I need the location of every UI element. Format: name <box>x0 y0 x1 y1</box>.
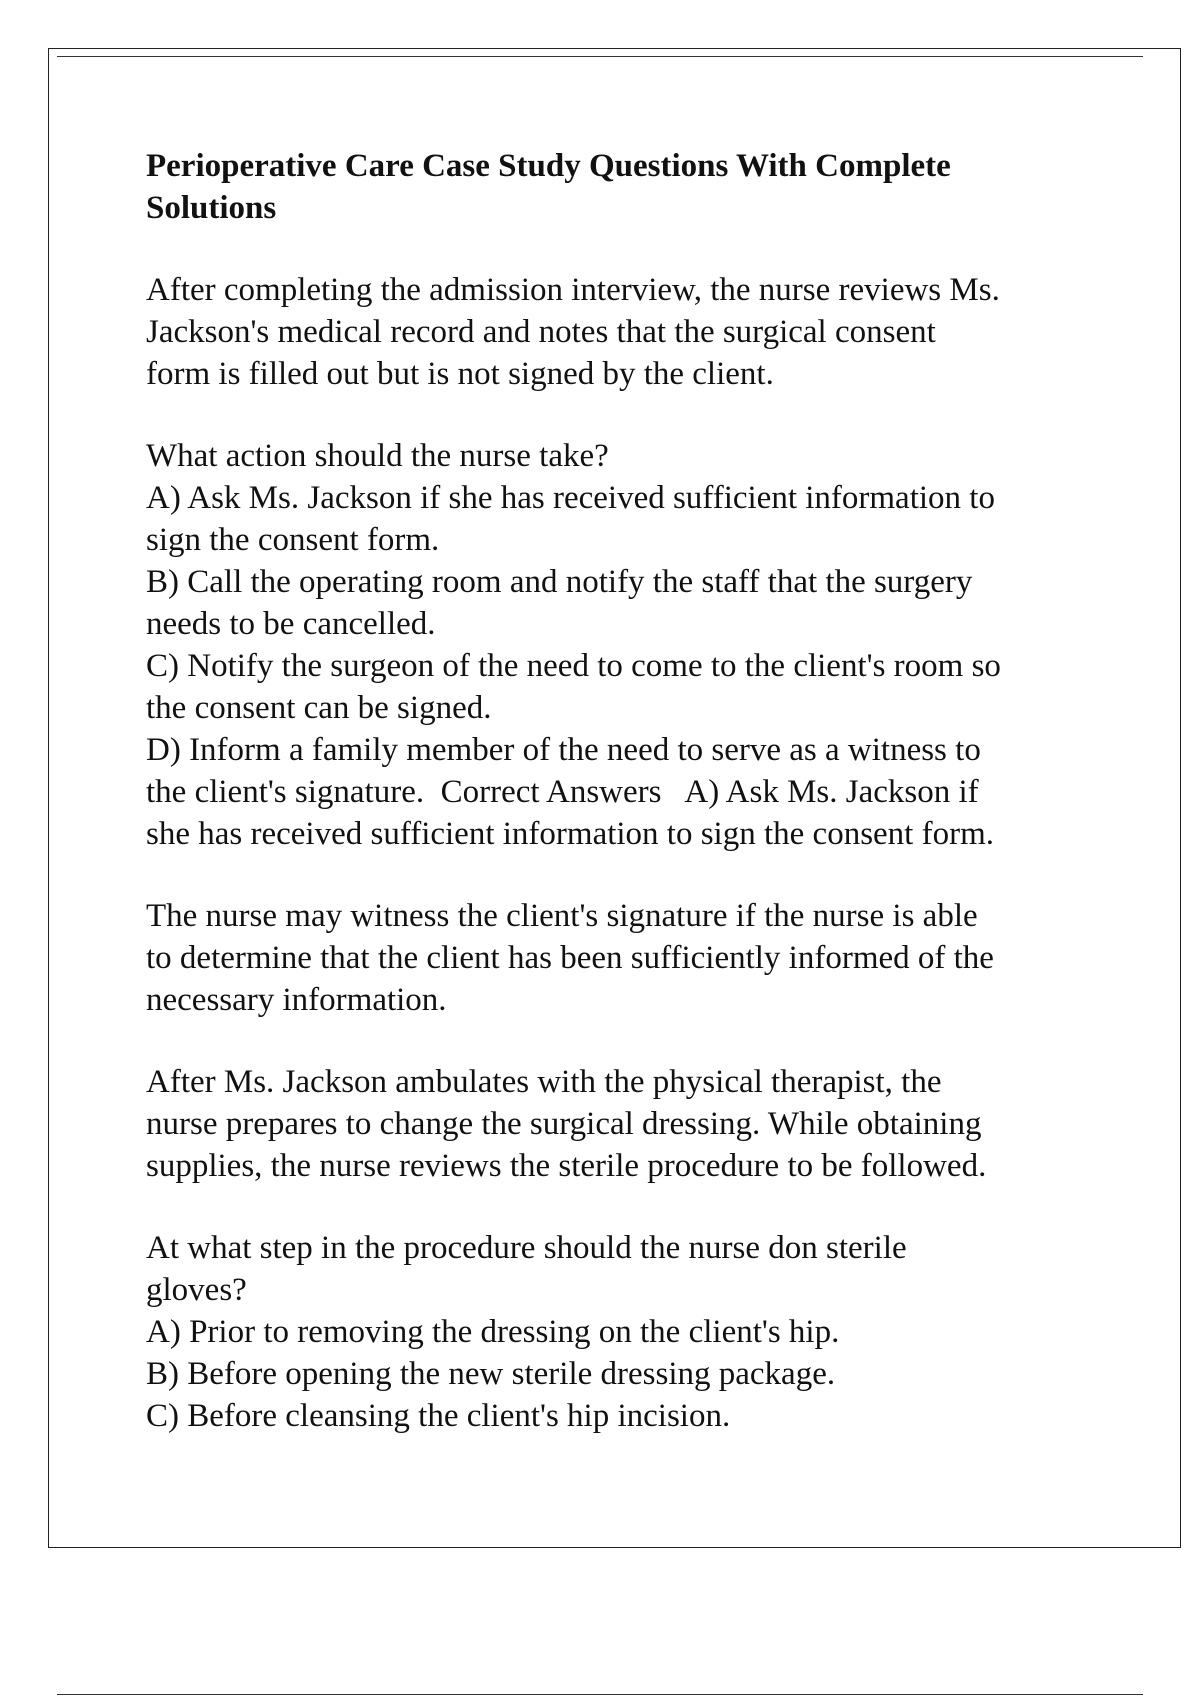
text-line: supplies, the nurse reviews the sterile procedure to be followed. <box>146 1148 987 1184</box>
question-stem: At what step in the procedure should the nurse don sterile <box>146 1230 907 1266</box>
text-line: the consent can be signed. <box>146 690 492 726</box>
case-scenario-paragraph <box>146 269 1106 395</box>
answer-option-a: A) Ask Ms. Jackson if she has received sufficient information to <box>146 480 995 516</box>
text-line: Jackson's medical record and notes that the surgical consent <box>146 314 936 350</box>
answer-option-b: B) Before opening the new sterile dressing package. <box>146 1356 836 1392</box>
text-line: After completing the admission interview, the nurse reviews Ms. <box>146 272 1000 308</box>
answer-option-b: B) Call the operating room and notify the staff that the surgery <box>146 564 973 600</box>
document-body <box>146 145 1106 1477</box>
text-line: to determine that the client has been sufficiently informed of the <box>146 940 994 976</box>
title-line: Solutions <box>146 190 277 226</box>
answer-option-a: A) Prior to removing the dressing on the client's hip. <box>146 1314 840 1350</box>
rationale-paragraph <box>146 895 1106 1021</box>
text-line: form is filled out but is not signed by the client. <box>146 356 774 392</box>
answer-option-d: D) Inform a family member of the need to serve as a witness to <box>146 732 981 768</box>
top-rule <box>57 56 1143 57</box>
correct-answer-line: the client's signature. Correct Answers A) Ask Ms. Jackson if <box>146 774 979 810</box>
case-scenario-paragraph-2 <box>146 1061 1106 1187</box>
text-line: sign the consent form. <box>146 522 440 558</box>
text-line: she has received sufficient information to sign the consent form. <box>146 816 994 852</box>
text-line: nurse prepares to change the surgical dressing. While obtaining <box>146 1106 982 1142</box>
bottom-rule <box>57 1694 1143 1695</box>
text-line: necessary information. <box>146 982 447 1018</box>
question-stem: What action should the nurse take? <box>146 438 609 474</box>
answer-option-c: C) Notify the surgeon of the need to come to the client's room so <box>146 648 1001 684</box>
question-2 <box>146 1227 1106 1437</box>
document-title <box>146 145 1066 229</box>
answer-option-c: C) Before cleansing the client's hip incision. <box>146 1398 731 1434</box>
text-line: The nurse may witness the client's signature if the nurse is able <box>146 898 978 934</box>
title-line: Perioperative Care Case Study Questions With Complete <box>146 148 951 184</box>
text-line: gloves? <box>146 1272 247 1308</box>
text-line: needs to be cancelled. <box>146 606 436 642</box>
question-1 <box>146 435 1106 855</box>
text-line: After Ms. Jackson ambulates with the physical therapist, the <box>146 1064 942 1100</box>
